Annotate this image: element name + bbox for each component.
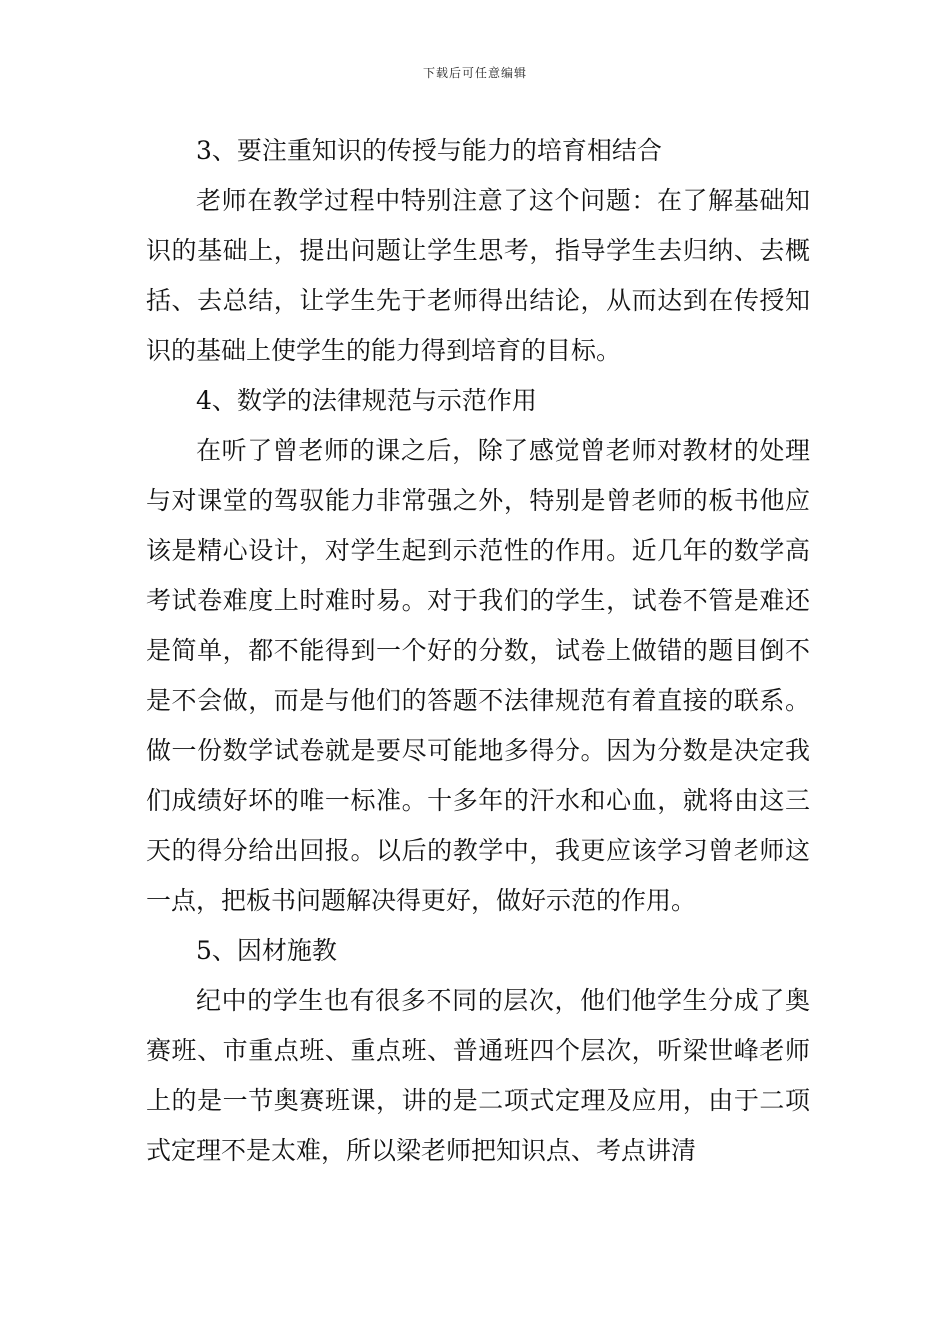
- section-heading-3: 3、要注重知识的传授与能力的培育相结合: [196, 136, 662, 165]
- section-heading-5: 5、因材施教: [196, 936, 337, 965]
- paragraph-3-body: 老师在教学过程中特别注意了这个问题：在了解基础知识的基础上，提出问题让学生思考，指导学生去归纳、去概括、去总结，让学生先于老师得出结论，从而达到在传授知识的基础上使学生的能力得到培育的目标。: [146, 186, 810, 365]
- paragraph-4-body: 在听了曾老师的课之后，除了感觉曾老师对教材的处理与对课堂的驾驭能力非常强之外，特别是曾老师的板书他应该是精心设计，对学生起到示范性的作用。近几年的数学高考试卷难度上时难时易。对于我们的学生，试卷不管是难还是简单，都不能得到一个好的分数，试卷上做错的题目倒不是不会做，而是与他们的答题不法律规范有着直接的联系。做一份数学试卷就是要尽可能地多得分。因为分数是决定我们成绩好坏的唯一标准。十多年的汗水和心血，就将由这三天的得分给出回报。以后的教学中，我更应该学习曾老师这一点，把板书问题解决得更好，做好示范的作用。: [146, 436, 810, 915]
- section-heading-4: 4、数学的法律规范与示范作用: [196, 386, 537, 415]
- document-body: [146, 126, 810, 1176]
- paragraph-5-body: 纪中的学生也有很多不同的层次，他们他学生分成了奥赛班、市重点班、重点班、普通班四个层次，听梁世峰老师上的是一节奥赛班课，讲的是二项式定理及应用，由于二项式定理不是太难，所以梁老师把知识点、考点讲清: [146, 986, 810, 1165]
- page-header: 下载后可任意编辑: [422, 66, 527, 80]
